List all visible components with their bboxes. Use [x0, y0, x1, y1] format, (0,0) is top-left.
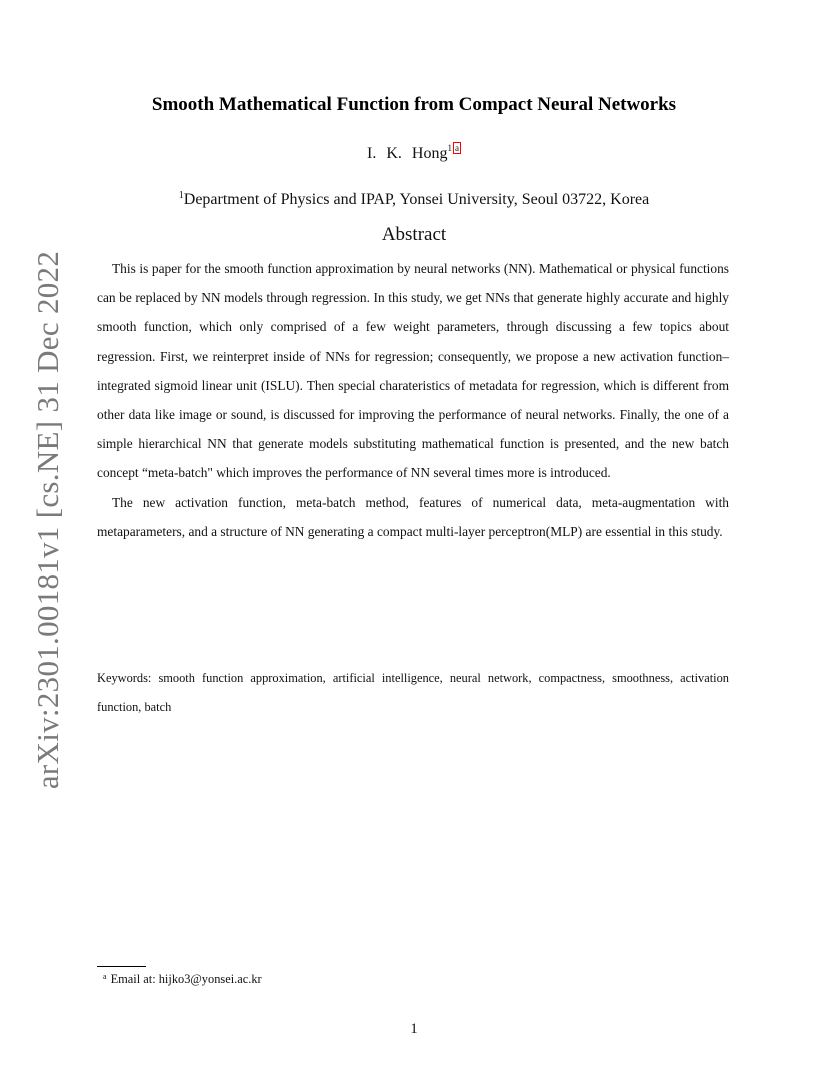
- paper-title: Smooth Mathematical Function from Compact Neural Networks: [151, 94, 677, 115]
- affiliation-line: [0, 190, 828, 209]
- abstract-paragraph: The new activation function, meta-batch method, features of numerical data, meta-augmentation with metaparameters, and a structure of NN generating a compact multi-layer perceptron(MLP) are essential in this study.: [97, 494, 729, 539]
- author-affiliation-mark: 1: [447, 143, 452, 153]
- abstract-paragraph: This is paper for the smooth function approximation by neural networks (NN). Mathematical or physical functions can be replaced by NN models through regression. In this study, we get NNs that generate highly accurate and highly smooth function, which only comprised of a few weight parameters, through discussing a few topics about regression. First, we reinterpret inside of NNs for regression; consequently, we propose a new activation function–integrated sigmoid linear unit (ISLU). Then special charateristics of metadata for regression, which is different from other data like image or sound, is discussed for improving the performance of neural networks. Finally, the one of a simple hierarchical NN that generate models substituting mathematical function is presented, and the new batch concept “meta-batch" which improves the performance of NN several times more is introduced.: [97, 261, 729, 481]
- author-footnote-link[interactable]: a: [454, 143, 459, 153]
- footnote-divider: [97, 966, 146, 967]
- keywords: Keywords: smooth function approximation, artificial intelligence, neural network, compactness, smoothness, activation function, batch: [97, 671, 729, 714]
- footnote-mark: a: [103, 972, 107, 981]
- abstract-heading: Abstract: [381, 224, 447, 245]
- affiliation-text: Department of Physics and IPAP, Yonsei University, Seoul 03722, Korea: [183, 191, 650, 208]
- abstract-body: [97, 254, 729, 546]
- footnote-text: Email at: hijko3@yonsei.ac.kr: [110, 972, 262, 986]
- affiliation-mark: 1: [178, 190, 184, 201]
- page-number: 1: [410, 1021, 418, 1037]
- author-name: I. K. Hong: [367, 145, 448, 162]
- author-line: [0, 142, 828, 163]
- arxiv-identifier-stamp: arXiv:2301.00181v1 [cs.NE] 31 Dec 2022: [30, 250, 65, 790]
- footnote: [103, 972, 262, 987]
